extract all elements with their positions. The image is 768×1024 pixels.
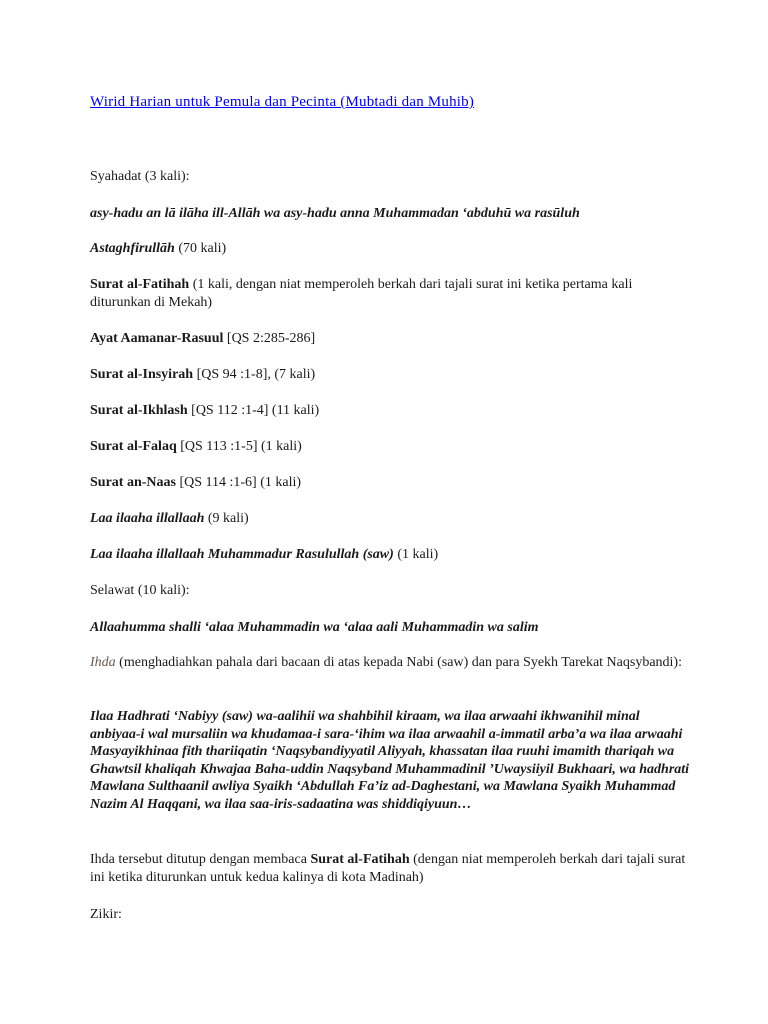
falaq-name: Surat al-Falaq: [90, 439, 177, 454]
naas-ref: [QS 114 :1-6] (1 kali): [175, 475, 302, 490]
tahlil-full-line: [90, 546, 690, 564]
ihda-text: Ilaa Hadhrati ‘Nabiyy (saw) wa-aalihii wa shahbihil kiraam, wa ilaa arwaahi ikhwanihil minal anbiyaa-i wal mursaliin wa khudamaa-i sara-‘ihim wa ilaa arwaahil a-immatil arba’a wa ilaa arwaahi Masyayikhinaa fith thariiqatin ‘Naqsybandiyyatil Aliyyah, khassatan ilaa ruuhi imamith thariqah wa Ghawtsil khaliqah Khwajaa Baha-uddin Naqsyband Muhammadinil ’Uwaysiiyil Bukhaari, wa hadhrati Mawlana Sulthaanil awliya Syaikh ‘Abdullah Fa’iz ad-Daghestani, wa Mawlana Syaikh Muhammad Nazim Al Haqqani, wa ilaa saa-iris-sadaatina was shiddiqiyuun…: [90, 709, 690, 812]
ihda-note: (menghadiahkan pahala dari bacaan di atas kepada Nabi (saw) dan para Syekh Tarekat Naqsybandi):: [115, 655, 682, 670]
insyirah-ref: [QS 94 :1-8], (7 kali): [193, 367, 316, 382]
closing-surah: Surat al-Fatihah: [310, 852, 410, 867]
fatihah-note: (1 kali, dengan niat memperoleh berkah dari tajali surat ini ketika pertama kali diturunkan di Mekah): [90, 277, 633, 310]
closing-pre: Ihda tersebut ditutup dengan membaca: [90, 852, 311, 867]
fatihah-name: Surat al-Fatihah: [90, 277, 190, 292]
naas-name: Surat an-Naas: [90, 475, 176, 490]
ikhlash-line: [90, 402, 690, 420]
tahlil-line: [90, 510, 690, 528]
astaghfirullah-name: Astaghfirullāh: [90, 241, 175, 256]
tahlil-name: Laa ilaaha illallaah: [90, 511, 205, 526]
aamanar-ref: [QS 2:285-286]: [223, 331, 316, 346]
ikhlash-name: Surat al-Ikhlash: [90, 403, 188, 418]
falaq-ref: [QS 113 :1-5] (1 kali): [176, 439, 302, 454]
astaghfirullah-line: [90, 240, 690, 258]
falaq-line: [90, 438, 690, 456]
syahadat-text: asy-hadu an lā ilāha ill-Allāh wa asy-hadu anna Muhammadan ‘abduhū wa rasūluh: [90, 206, 580, 221]
ihda-word: Ihda: [90, 655, 116, 670]
fatihah-paragraph: [90, 276, 690, 311]
zikir-label: Zikir:: [90, 907, 122, 922]
astaghfirullah-count: (70 kali): [174, 241, 227, 256]
syahadat-label: Syahadat (3 kali):: [90, 169, 190, 184]
tahlil-full-name: Laa ilaaha illallaah Muhammadur Rasulullah (saw): [90, 547, 394, 562]
ikhlash-ref: [QS 112 :1-4] (11 kali): [187, 403, 320, 418]
closing-post: (dengan niat memperoleh berkah dari tajali surat ini ketika diturunkan untuk kedua kalinya di kota Madinah): [90, 852, 686, 885]
tahlil-count: (9 kali): [204, 511, 249, 526]
ihda-intro-paragraph: [90, 654, 690, 672]
naas-line: [90, 474, 690, 492]
aamanar-name: Ayat Aamanar-Rasuul: [90, 331, 224, 346]
insyirah-name: Surat al-Insyirah: [90, 367, 194, 382]
tahlil-full-count: (1 kali): [393, 547, 439, 562]
closing-paragraph: [90, 851, 690, 886]
document-title-link[interactable]: Wirid Harian untuk Pemula dan Pecinta (Mubtadi dan Muhib): [90, 94, 475, 110]
insyirah-line: [90, 366, 690, 384]
selawat-text: Allaahumma shalli ‘alaa Muhammadin wa ‘alaa aali Muhammadin wa salim: [90, 620, 539, 635]
selawat-label: Selawat (10 kali):: [90, 583, 190, 598]
aamanar-line: [90, 330, 690, 348]
